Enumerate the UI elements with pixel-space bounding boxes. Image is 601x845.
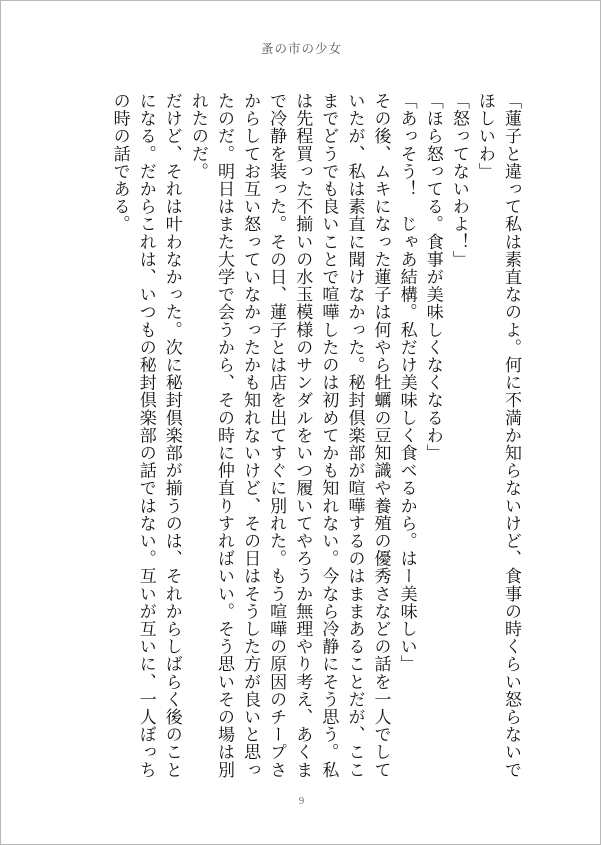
vertical-body-text	[74, 92, 524, 782]
dialogue-line: 「蓮子と違って私は素直なのよ。何に不満か知らないけど、食事の時くらい怒らないでほしいわ」	[474, 92, 521, 779]
dialogue-line: 「あっそう！ じゃあ結構。私だけ美味しく食べるから。はー美味しい」	[396, 92, 417, 673]
narration-paragraph: だけど、それは叶わなかった。次に秘封倶楽部が揃うのは、それからしばらく後のことになる。だからこれは、いつもの秘封倶楽部の話ではない。互いが互いに、一人ぼっちの時の話である。	[109, 92, 182, 779]
dialogue-line: 「ほら怒ってる。食事が美味しくなくなるわ」	[422, 92, 443, 462]
narration-paragraph: その後、ムキになった蓮子は何やら牡蠣の豆知識や養殖の優秀さなどの話を一人でしていたが、私は素直に聞けなかった。秘封倶楽部が喧嘩するのはままあることだが、ここまでどうでも良いことで喧嘩したのは初めてかも知れない。今なら冷静にそう思う。私は先程買った不揃いの水玉模様のサンダルをいつ履いてやろうか無理やり考え、あくまで冷静を装った。その日、蓮子とは店を出てすぐに別れた。もう喧嘩の原因のチープさからしてお互い怒っていなかったかも知れないけど、その日はそうした方が良いと思ったのだ。明日はまた大学で会うから、その時に仲直りすればいい。そう思いその場は別れたのだ。	[187, 92, 391, 779]
dialogue-line: 「怒ってないわよ！」	[448, 92, 469, 268]
page-number: 9	[298, 795, 305, 807]
page-header-title: 蚤の市の少女	[260, 41, 342, 56]
